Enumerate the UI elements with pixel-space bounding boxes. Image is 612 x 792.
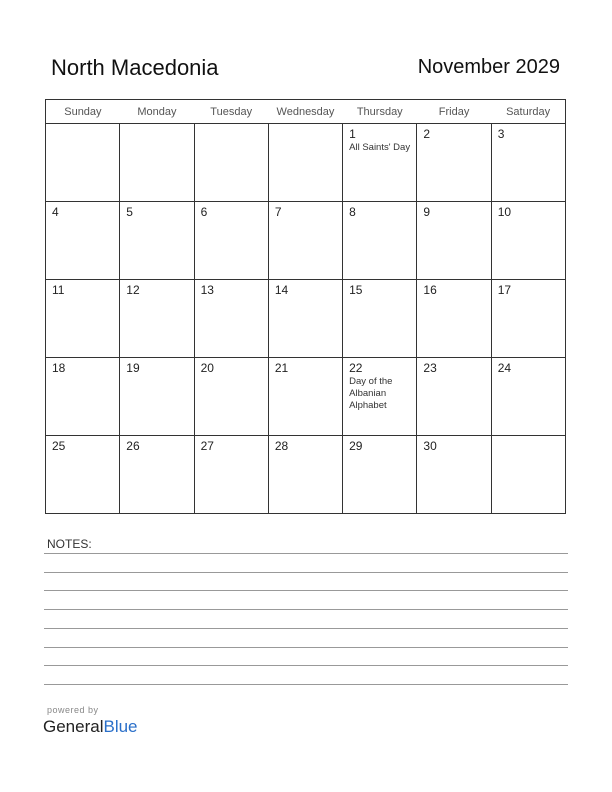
calendar-grid [45,99,566,514]
weekday-header: Saturday [491,100,565,124]
day-cell[interactable] [491,436,565,514]
day-number: 3 [497,127,505,141]
day-cell[interactable] [417,358,491,436]
day-cell[interactable] [268,202,342,280]
day-cell[interactable] [46,124,120,202]
day-number: 10 [497,205,512,219]
day-cell[interactable] [194,436,268,514]
day-number: 21 [274,361,289,375]
day-cell[interactable] [120,202,194,280]
weekday-header: Sunday [46,100,120,124]
day-cell[interactable] [46,358,120,436]
day-number: 1 [349,127,356,141]
day-cell[interactable] [194,280,268,358]
day-cell[interactable] [491,280,565,358]
day-number: 9 [423,205,431,219]
week-row [46,124,566,202]
day-number: 27 [200,439,214,453]
day-cell[interactable] [343,358,417,436]
day-number: 18 [52,361,66,375]
day-number: 24 [497,361,512,375]
day-number: 13 [200,283,214,297]
day-number: 14 [274,283,289,297]
day-cell[interactable] [46,202,120,280]
notes-line [44,553,568,554]
day-cell[interactable] [194,358,268,436]
day-cell[interactable] [343,202,417,280]
notes-line [44,628,568,629]
weekday-header: Wednesday [268,100,342,124]
notes-label: NOTES: [47,537,92,551]
day-cell[interactable] [120,280,194,358]
weekday-header-row [46,100,566,124]
day-cell[interactable] [268,436,342,514]
day-cell[interactable] [268,358,342,436]
day-number: 17 [497,283,512,297]
day-cell[interactable] [417,280,491,358]
day-cell[interactable] [343,436,417,514]
day-number: 23 [423,361,437,375]
day-cell[interactable] [491,358,565,436]
day-number: 5 [126,205,133,219]
day-cell[interactable] [268,280,342,358]
day-number: 19 [126,361,140,375]
weekday-header: Monday [120,100,194,124]
day-number: 15 [349,283,363,297]
day-cell[interactable] [491,124,565,202]
holiday-label: All Saints' Day [349,142,411,153]
week-row [46,280,566,358]
day-cell[interactable] [120,124,194,202]
day-number: 4 [52,205,59,219]
day-number: 30 [423,439,437,453]
weekday-header: Friday [417,100,491,124]
day-cell[interactable] [343,280,417,358]
day-number: 7 [274,205,282,219]
day-cell[interactable] [46,280,120,358]
notes-line [44,647,568,648]
day-cell[interactable] [120,358,194,436]
brand-blue: Blue [103,717,138,736]
country-title: North Macedonia [51,55,219,80]
day-cell[interactable] [343,124,417,202]
day-cell[interactable] [491,202,565,280]
day-cell[interactable] [417,436,491,514]
day-number: 8 [349,205,356,219]
weekday-header: Tuesday [194,100,268,124]
notes-line [44,609,568,610]
day-number: 28 [274,439,289,453]
brand-general: General [43,717,104,736]
week-row [46,436,566,514]
week-row [46,358,566,436]
month-title: November 2029 [417,56,560,78]
day-cell[interactable] [120,436,194,514]
day-number: 16 [423,283,437,297]
notes-line [44,572,568,573]
brand-logo[interactable] [43,717,138,737]
day-number: 11 [52,283,65,297]
day-number: 12 [126,283,140,297]
day-number: 20 [200,361,214,375]
day-cell[interactable] [194,202,268,280]
notes-line [44,665,568,666]
week-row [46,202,566,280]
day-cell[interactable] [194,124,268,202]
day-cell[interactable] [46,436,120,514]
day-number: 2 [423,127,431,141]
day-cell[interactable] [417,202,491,280]
day-number: 29 [349,439,363,453]
day-cell[interactable] [417,124,491,202]
powered-by-text: powered by [47,705,99,715]
day-number: 6 [200,205,208,219]
holiday-label: Day of the Albanian Alphabet [349,376,393,411]
day-number: 25 [52,439,66,453]
weekday-header: Thursday [343,100,417,124]
day-number: 26 [126,439,140,453]
day-cell[interactable] [268,124,342,202]
notes-line [44,590,568,591]
day-number: 22 [349,361,363,375]
notes-line [44,684,568,685]
